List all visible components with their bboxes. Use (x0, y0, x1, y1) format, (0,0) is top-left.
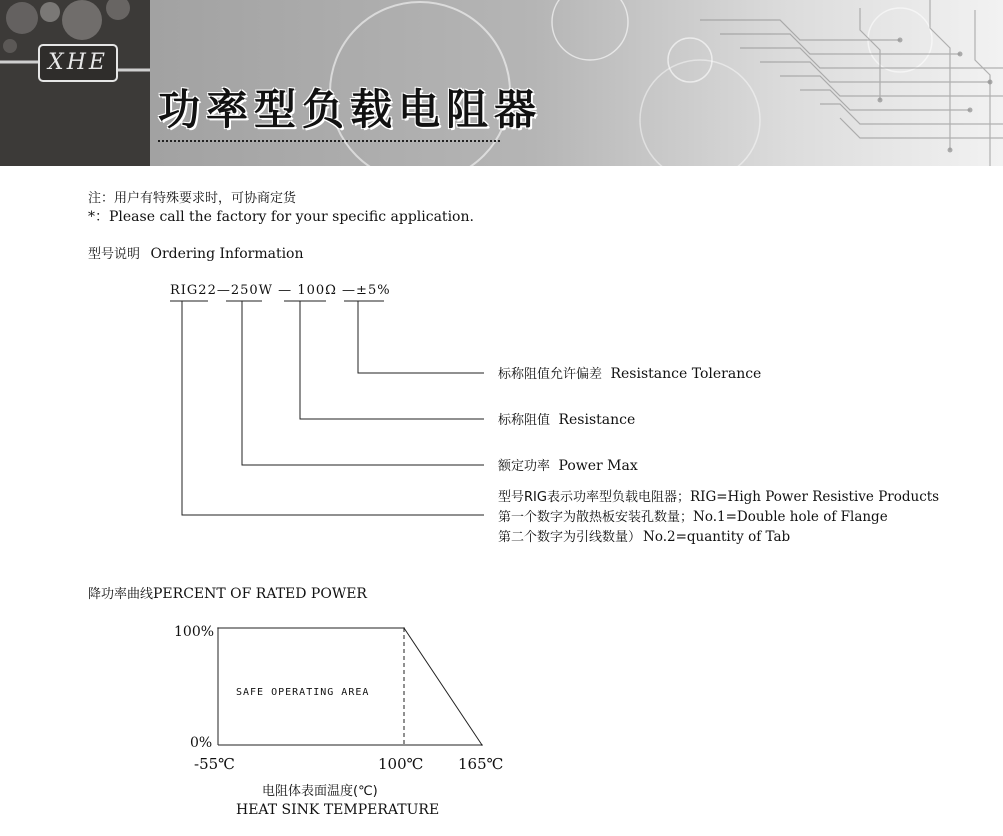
ordering-heading-cn: 型号说明 (88, 247, 141, 262)
note-line-cn: 注：用户有特殊要求时，可协商定货 (88, 191, 297, 206)
label-resistance-en: Resistance (558, 412, 636, 428)
label-tolerance-en: Resistance Tolerance (610, 366, 762, 382)
model-desc-1-en: RIG=High Power Resistive Products (689, 489, 940, 505)
x-tick-label-2: 165℃ (458, 755, 504, 773)
brand-logo: XHE (38, 44, 118, 82)
code-dash-3: — (336, 283, 357, 298)
data-point-0 (217, 627, 219, 629)
derating-heading-cn: 降功率曲线 (88, 587, 154, 602)
model-desc-3-cn: 第二个数字为引线数量） (498, 530, 642, 545)
label-resistance-cn: 标称阻值 (498, 413, 551, 428)
model-desc-1-cn: 型号RIG表示功率型负载电阻器； (498, 490, 690, 505)
safe-area-label: SAFE OPERATING AREA (236, 687, 370, 698)
code-dash-1: — (216, 283, 231, 298)
note-line-en: *：Please call the factory for your specific application. (88, 209, 474, 225)
label-power-cn: 额定功率 (498, 459, 551, 474)
y-label-100: 100% (174, 624, 215, 640)
code-power: 250W (230, 283, 274, 298)
x-tick-label-0: -55℃ (194, 755, 235, 773)
code-tolerance: ±5% (356, 283, 391, 298)
model-desc-2-en: No.1=Double hole of Flange (693, 509, 888, 525)
code-series: RIG22 (170, 283, 217, 298)
x-axis-label-cn: 电阻体表面温度(℃) (262, 784, 378, 799)
model-desc-2-cn: 第一个数字为散热板安装孔数量； (498, 510, 694, 525)
y-label-0: 0% (190, 735, 213, 751)
code-resistance: 100Ω (297, 283, 337, 298)
ordering-heading-en: Ordering Information (150, 246, 304, 262)
page-title: 功率型负载电阻器 (158, 85, 543, 134)
label-power-en: Power Max (558, 458, 638, 474)
derating-heading-en: PERCENT OF RATED POWER (153, 586, 367, 602)
data-point-2 (481, 744, 483, 746)
model-desc-3-en: No.2=quantity of Tab (643, 529, 791, 545)
label-tolerance-cn: 标称阻值允许偏差 (498, 367, 603, 382)
x-axis-label-en: HEAT SINK TEMPERATURE (236, 802, 440, 818)
x-tick-label-1: 100℃ (378, 755, 424, 773)
code-dash-2: — (273, 283, 298, 298)
data-point-1 (403, 627, 405, 629)
